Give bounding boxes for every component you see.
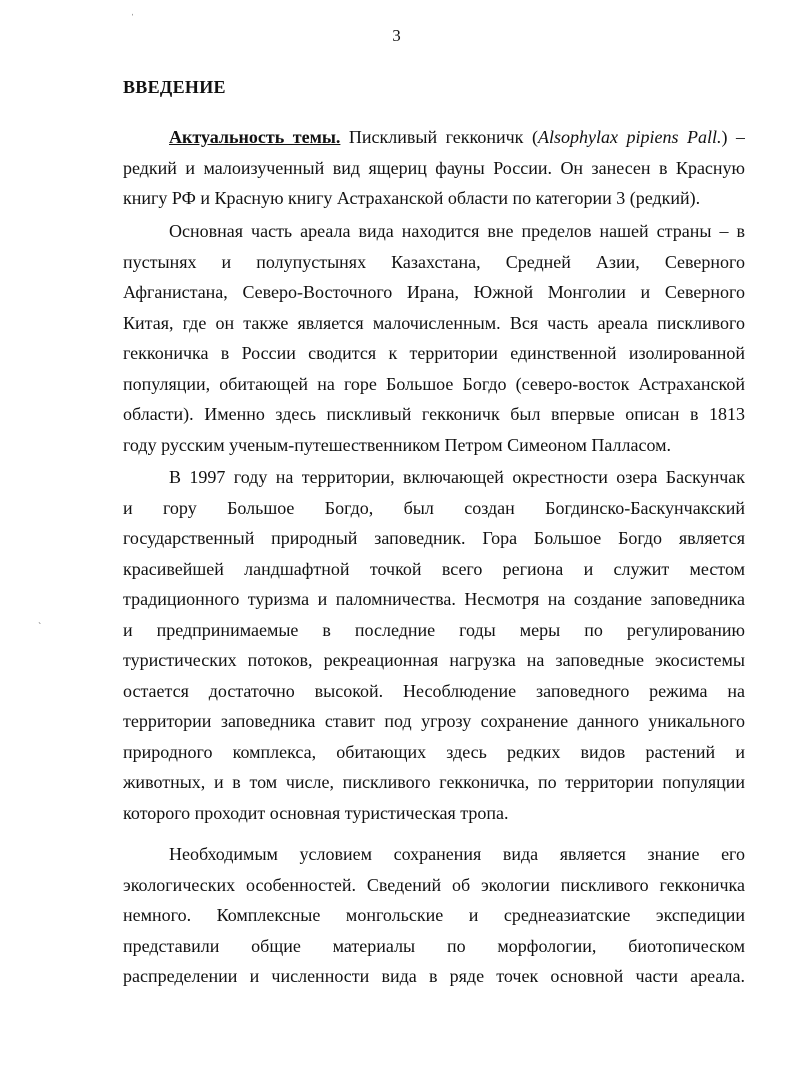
scan-mark: ˋ <box>38 622 42 633</box>
paragraph-line: красивейшей ландшафтной точкой всего региона и служит местом <box>123 558 745 579</box>
paragraph-line: которого проходит основная туристическая тропа. <box>123 802 509 823</box>
paragraph-line: немного. Комплексные монгольские и среднеазиатские экспедиции <box>123 905 745 925</box>
paragraph-1 <box>123 122 745 214</box>
bold-lead: Актуальность темы. <box>169 127 341 147</box>
paragraph-line: территории заповедника ставит под угрозу сохранение данного уникального <box>123 711 745 731</box>
latin-species-name: Alsophylax pipiens Pall. <box>537 127 722 147</box>
section-heading: ВВЕДЕНИЕ <box>123 77 226 97</box>
paragraph-line: государственный природный заповедник. Гора Большое Богдо является <box>123 528 745 548</box>
paragraph-line: Необходимым условием сохранения вида является знание его <box>169 844 745 864</box>
line-text: Пискливый гекконичк ( <box>340 127 538 147</box>
paragraph-4 <box>123 839 745 992</box>
paragraph-line: Основная часть ареала вида находится вне пределов нашей страны – в <box>169 221 745 241</box>
paragraph-line: гекконичка в России сводится к территории единственной изолированной <box>123 343 745 363</box>
paragraph-line: книгу РФ и Красную книгу Астраханской области по категории 3 (редкий). <box>123 188 701 208</box>
paragraph-line: В 1997 году на территории, включающей окрестности озера Баскунчак <box>169 467 745 487</box>
paragraph-line <box>123 122 745 153</box>
paragraph-line: году русским ученым-путешественником Петром Симеоном Палласом. <box>123 434 671 455</box>
paragraph-line: редкий и малоизученный вид ящериц фауны России. Он занесен в Красную <box>123 157 745 178</box>
paragraph-line: области). Именно здесь пискливый гекконичк был впервые описан в 1813 <box>123 404 745 424</box>
paragraph-line: Афганистана, Северо-Восточного Ирана, Южной Монголии и Северного <box>123 282 745 302</box>
paragraph-line: популяции, обитающей на горе Большое Богдо (северо-восток Астраханской <box>123 373 745 394</box>
paragraph-line: остается достаточно высокой. Несоблюдение заповедного режима на <box>123 680 745 701</box>
paragraph-2 <box>123 216 745 460</box>
paragraph-3 <box>123 462 745 828</box>
paragraph-line: экологических особенностей. Сведений об экологии пискливого гекконичка <box>123 874 745 895</box>
paragraph-line: туристических потоков, рекреационная нагрузка на заповедные экосистемы <box>123 650 745 670</box>
paragraph-line: и предпринимаемые в последние годы меры по регулированию <box>123 619 745 640</box>
paragraph-line: и гору Большое Богдо, был создан Богдинско-Баскунчакский <box>123 497 745 518</box>
paragraph-line: пустынях и полупустынях Казахстана, Средней Азии, Северного <box>123 251 745 272</box>
page-number: 3 <box>392 26 401 45</box>
paragraph-line: распределении и численности вида в ряде точек основной части ареала. <box>123 966 745 986</box>
paragraph-line: природного комплекса, обитающих здесь редких видов растений и <box>123 741 745 762</box>
scan-mark: ˈ <box>131 13 135 24</box>
line-text: ) – <box>721 127 745 147</box>
paragraph-line: Китая, где он также является малочисленным. Вся часть ареала пискливого <box>123 312 745 333</box>
paragraph-line: традиционного туризма и паломничества. Несмотря на создание заповедника <box>123 589 745 609</box>
paragraph-line: животных, и в том числе, пискливого гекконичка, по территории популяции <box>123 772 745 792</box>
paragraph-line: представили общие материалы по морфологии, биотопическом <box>123 935 745 956</box>
